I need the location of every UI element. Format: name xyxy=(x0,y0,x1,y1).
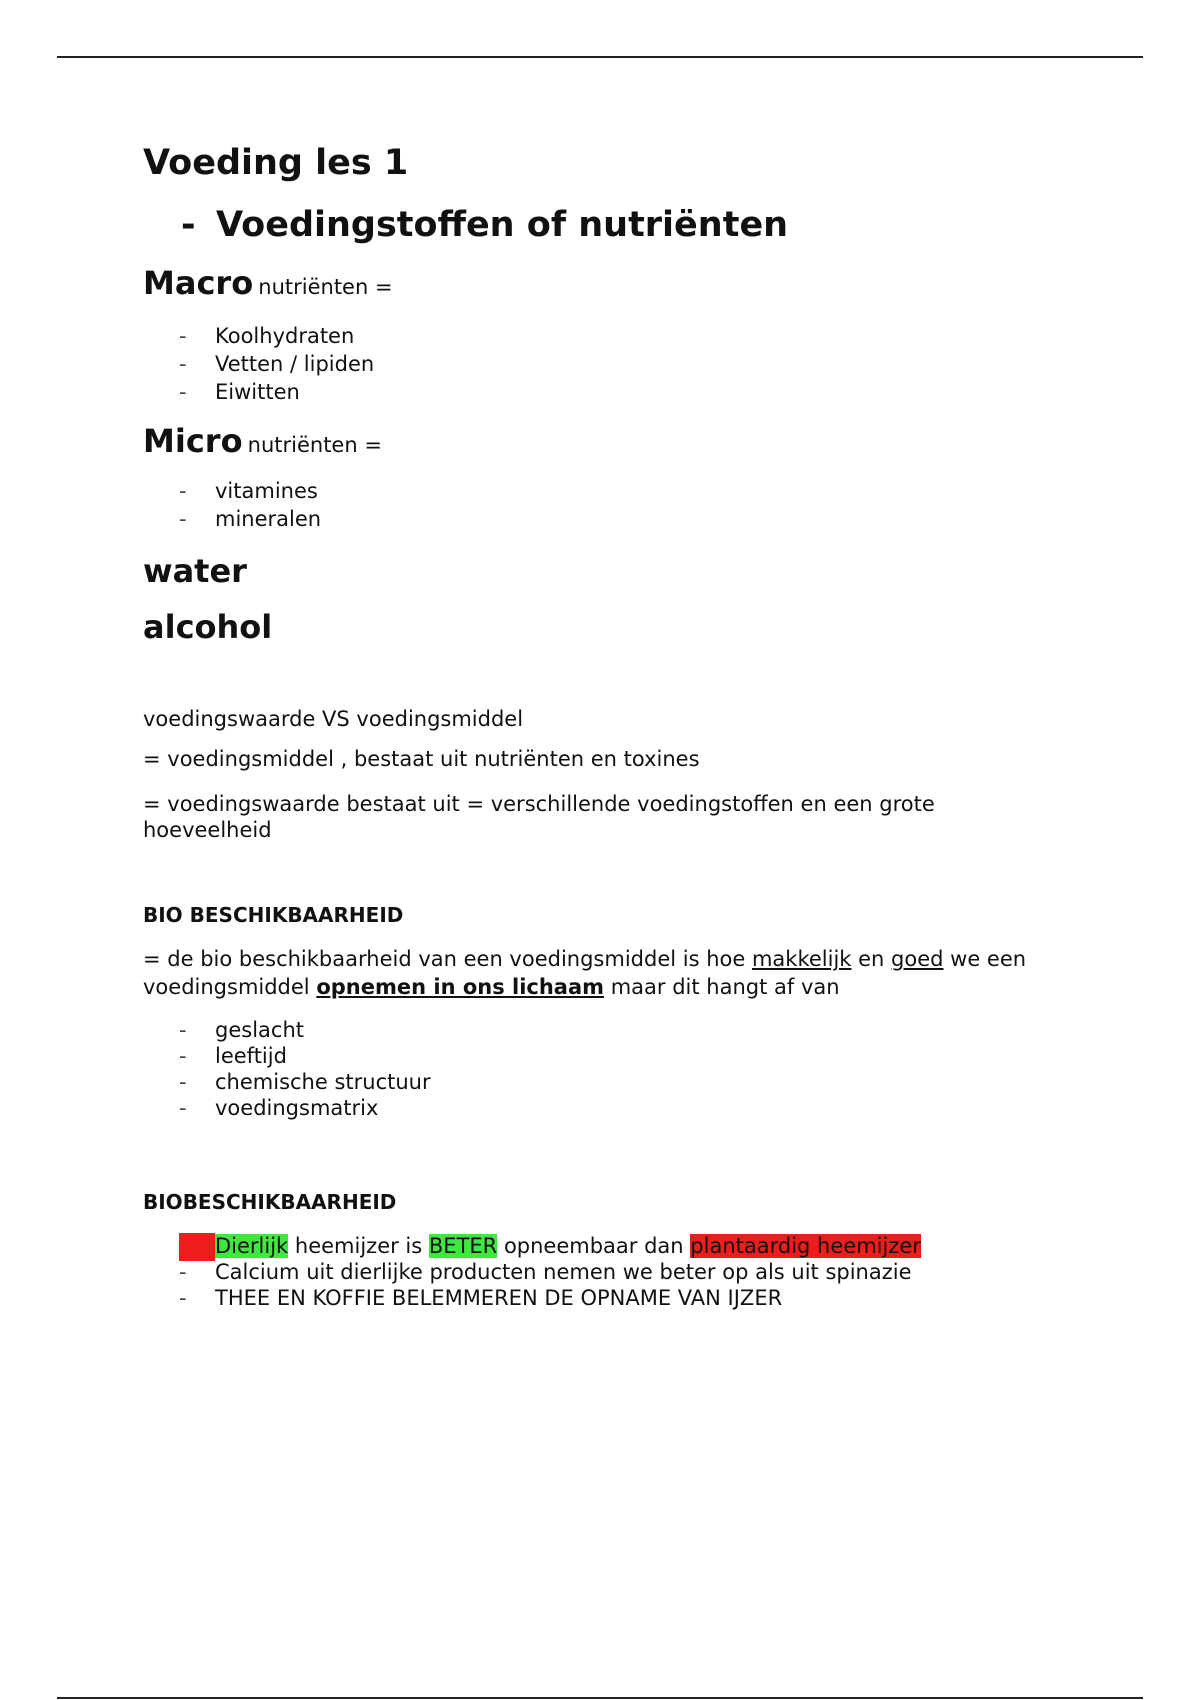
bio-factor-3: chemische structuur xyxy=(215,1070,431,1094)
page-top-rule xyxy=(57,56,1143,58)
micro-suffix: nutriënten = xyxy=(247,433,382,457)
page-title: Voeding les 1 xyxy=(143,143,409,183)
highlight-beter: BETER xyxy=(428,1234,498,1258)
macro-heading xyxy=(143,264,393,302)
compare-line-1: voedingswaarde VS voedingsmiddel xyxy=(143,707,524,731)
bio-factor-2: leeftijd xyxy=(215,1044,287,1068)
list-item xyxy=(179,350,374,378)
micro-item-2: mineralen xyxy=(215,507,322,531)
item1-middle-1: heemijzer is xyxy=(288,1234,429,1258)
list-item xyxy=(179,378,374,406)
bullet-dash: - xyxy=(179,1070,187,1094)
list-item xyxy=(179,1069,431,1095)
macro-item-3: Eiwitten xyxy=(215,380,300,404)
bio-paragraph xyxy=(143,945,1063,1001)
bio-heading-2: BIOBESCHIKBAARHEID xyxy=(143,1190,397,1214)
micro-heading xyxy=(143,422,382,460)
macro-label: Macro xyxy=(143,264,254,302)
bio-para-end: maar dit hangt af van xyxy=(604,975,840,999)
micro-item-1: vitamines xyxy=(215,479,318,503)
alcohol-heading: alcohol xyxy=(143,608,273,646)
bio-heading-1: BIO BESCHIKBAARHEID xyxy=(143,903,404,927)
macro-suffix: nutriënten = xyxy=(258,275,393,299)
bullet-dash: - xyxy=(179,1260,187,1284)
micro-label: Micro xyxy=(143,422,243,460)
bullet-dash: - xyxy=(179,352,187,376)
list-item xyxy=(179,1233,921,1259)
bio2-list xyxy=(179,1233,921,1311)
bio2-item-3: THEE EN KOFFIE BELEMMEREN DE OPNAME VAN IJZER xyxy=(215,1286,783,1310)
list-item xyxy=(179,1017,431,1043)
page-subtitle xyxy=(181,205,788,245)
macro-item-2: Vetten / lipiden xyxy=(215,352,375,376)
compare-line-2: = voedingsmiddel , bestaat uit nutriënten en toxines xyxy=(143,747,700,771)
subtitle-dash: - xyxy=(181,205,196,245)
list-item xyxy=(179,1043,431,1069)
bullet-dash: - xyxy=(179,324,187,348)
bold-underlined-phrase: opnemen in ons lichaam xyxy=(316,975,605,999)
list-item xyxy=(179,1259,921,1285)
micro-list xyxy=(179,477,321,533)
list-item xyxy=(179,1095,431,1121)
bio-factors-list xyxy=(179,1017,431,1121)
bio-factor-1: geslacht xyxy=(215,1018,304,1042)
bullet-dash: - xyxy=(179,1096,187,1120)
highlight-dierlijk: Dierlijk xyxy=(215,1234,289,1258)
subtitle-text: Voedingstoffen of nutriënten xyxy=(216,205,789,245)
list-item xyxy=(179,322,374,350)
bullet-dash: - xyxy=(179,1018,187,1042)
bullet-dash: - xyxy=(179,380,187,404)
bio-para-en: en xyxy=(851,947,892,971)
word-makkelijk: makkelijk xyxy=(751,947,852,971)
bio-para-start: = de bio beschikbaarheid van een voedingsmiddel is hoe xyxy=(143,947,752,971)
red-highlight-bullet xyxy=(179,1233,215,1261)
macro-list xyxy=(179,322,374,406)
page-bottom-rule xyxy=(57,1697,1143,1699)
list-item xyxy=(179,477,321,505)
water-heading: water xyxy=(143,552,247,590)
bullet-dash: - xyxy=(179,479,187,503)
item1-middle-2: opneembaar dan xyxy=(497,1234,691,1258)
compare-line-3: = voedingswaarde bestaat uit = verschillende voedingstoffen en een grote hoeveelheid xyxy=(143,792,935,842)
bullet-dash: - xyxy=(179,1044,187,1068)
bullet-dash: - xyxy=(179,507,187,531)
bio-factor-4: voedingsmatrix xyxy=(215,1096,379,1120)
macro-item-1: Koolhydraten xyxy=(215,324,355,348)
list-item xyxy=(179,505,321,533)
highlight-plantaardig: plantaardig heemijzer xyxy=(690,1234,921,1258)
bullet-dash: - xyxy=(179,1286,187,1310)
bio-para-mid: we een voedingsmiddel xyxy=(143,947,1027,999)
word-goed: goed xyxy=(891,947,944,971)
list-item xyxy=(179,1285,921,1311)
bio2-item-2: Calcium uit dierlijke producten nemen we beter op als uit spinazie xyxy=(215,1260,912,1284)
